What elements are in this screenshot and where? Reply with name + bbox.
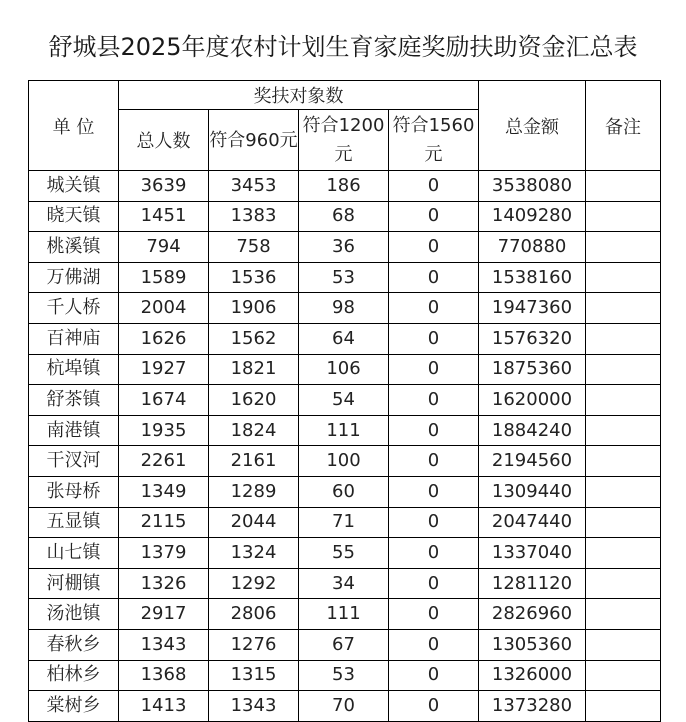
cell-c1200: 64 bbox=[299, 323, 389, 354]
header-c960: 符合960元 bbox=[209, 110, 299, 171]
cell-total-amount: 1309440 bbox=[479, 476, 586, 507]
cell-total-people: 1326 bbox=[119, 568, 209, 599]
cell-total-amount: 1409280 bbox=[479, 201, 586, 232]
cell-total-amount: 2194560 bbox=[479, 446, 586, 477]
table-row bbox=[29, 171, 661, 202]
cell-c960: 1620 bbox=[209, 385, 299, 416]
cell-c960: 3453 bbox=[209, 171, 299, 202]
cell-c960: 758 bbox=[209, 232, 299, 263]
cell-c1200: 54 bbox=[299, 385, 389, 416]
cell-total-people: 1343 bbox=[119, 629, 209, 660]
cell-unit: 棠树乡 bbox=[29, 691, 119, 722]
table-row bbox=[29, 691, 661, 722]
cell-total-amount: 2047440 bbox=[479, 507, 586, 538]
cell-c1200: 71 bbox=[299, 507, 389, 538]
table-row bbox=[29, 538, 661, 569]
table-row bbox=[29, 476, 661, 507]
cell-unit: 河棚镇 bbox=[29, 568, 119, 599]
table-row bbox=[29, 660, 661, 691]
cell-c1560: 0 bbox=[389, 538, 479, 569]
cell-c1200: 36 bbox=[299, 232, 389, 263]
header-c1200: 符合1200元 bbox=[299, 110, 389, 171]
cell-remark bbox=[586, 262, 661, 293]
cell-c960: 1343 bbox=[209, 691, 299, 722]
cell-unit: 张母桥 bbox=[29, 476, 119, 507]
cell-remark bbox=[586, 660, 661, 691]
table-row bbox=[29, 262, 661, 293]
table-row bbox=[29, 201, 661, 232]
cell-unit: 舒茶镇 bbox=[29, 385, 119, 416]
cell-total-amount: 770880 bbox=[479, 232, 586, 263]
cell-remark bbox=[586, 599, 661, 630]
cell-c1200: 98 bbox=[299, 293, 389, 324]
cell-c1560: 0 bbox=[389, 629, 479, 660]
cell-c960: 1289 bbox=[209, 476, 299, 507]
cell-total-amount: 1947360 bbox=[479, 293, 586, 324]
cell-total-amount: 1538160 bbox=[479, 262, 586, 293]
cell-unit: 城关镇 bbox=[29, 171, 119, 202]
cell-c1200: 186 bbox=[299, 171, 389, 202]
header-total-people: 总人数 bbox=[119, 110, 209, 171]
table-row bbox=[29, 507, 661, 538]
cell-remark bbox=[586, 171, 661, 202]
cell-total-people: 2917 bbox=[119, 599, 209, 630]
cell-unit: 南港镇 bbox=[29, 415, 119, 446]
cell-c960: 1315 bbox=[209, 660, 299, 691]
cell-total-amount: 1576320 bbox=[479, 323, 586, 354]
cell-total-amount: 1875360 bbox=[479, 354, 586, 385]
cell-total-amount: 3538080 bbox=[479, 171, 586, 202]
cell-total-people: 1368 bbox=[119, 660, 209, 691]
cell-total-amount: 1281120 bbox=[479, 568, 586, 599]
cell-c1200: 111 bbox=[299, 415, 389, 446]
cell-total-amount: 2826960 bbox=[479, 599, 586, 630]
cell-c1560: 0 bbox=[389, 507, 479, 538]
cell-c1200: 106 bbox=[299, 354, 389, 385]
subsidy-summary-table bbox=[28, 80, 661, 722]
cell-c1200: 67 bbox=[299, 629, 389, 660]
cell-c960: 1292 bbox=[209, 568, 299, 599]
cell-total-people: 2261 bbox=[119, 446, 209, 477]
header-total-amount: 总金额 bbox=[479, 81, 586, 171]
cell-c1560: 0 bbox=[389, 599, 479, 630]
cell-c960: 1824 bbox=[209, 415, 299, 446]
table-row bbox=[29, 629, 661, 660]
cell-remark bbox=[586, 538, 661, 569]
cell-c960: 1276 bbox=[209, 629, 299, 660]
cell-c1200: 34 bbox=[299, 568, 389, 599]
cell-c1560: 0 bbox=[389, 476, 479, 507]
header-row-1 bbox=[29, 81, 661, 110]
cell-c960: 1324 bbox=[209, 538, 299, 569]
cell-remark bbox=[586, 323, 661, 354]
cell-c1560: 0 bbox=[389, 354, 479, 385]
cell-remark bbox=[586, 629, 661, 660]
cell-remark bbox=[586, 476, 661, 507]
table-row bbox=[29, 232, 661, 263]
cell-c960: 2044 bbox=[209, 507, 299, 538]
cell-c960: 1536 bbox=[209, 262, 299, 293]
cell-remark bbox=[586, 201, 661, 232]
cell-total-amount: 1305360 bbox=[479, 629, 586, 660]
cell-total-people: 1413 bbox=[119, 691, 209, 722]
cell-c960: 1906 bbox=[209, 293, 299, 324]
cell-c1200: 70 bbox=[299, 691, 389, 722]
cell-unit: 百神庙 bbox=[29, 323, 119, 354]
table-row bbox=[29, 354, 661, 385]
cell-total-people: 3639 bbox=[119, 171, 209, 202]
header-c1560: 符合1560元 bbox=[389, 110, 479, 171]
cell-unit: 山七镇 bbox=[29, 538, 119, 569]
header-unit: 单 位 bbox=[29, 81, 119, 171]
cell-c960: 2161 bbox=[209, 446, 299, 477]
cell-c1560: 0 bbox=[389, 232, 479, 263]
table-row bbox=[29, 599, 661, 630]
cell-remark bbox=[586, 232, 661, 263]
cell-c960: 2806 bbox=[209, 599, 299, 630]
cell-c1560: 0 bbox=[389, 691, 479, 722]
cell-total-people: 1589 bbox=[119, 262, 209, 293]
cell-total-people: 1626 bbox=[119, 323, 209, 354]
cell-c1560: 0 bbox=[389, 293, 479, 324]
cell-unit: 晓天镇 bbox=[29, 201, 119, 232]
cell-unit: 柏林乡 bbox=[29, 660, 119, 691]
cell-c1560: 0 bbox=[389, 171, 479, 202]
cell-total-people: 1349 bbox=[119, 476, 209, 507]
cell-total-people: 2115 bbox=[119, 507, 209, 538]
cell-unit: 汤池镇 bbox=[29, 599, 119, 630]
cell-total-amount: 1326000 bbox=[479, 660, 586, 691]
cell-remark bbox=[586, 354, 661, 385]
cell-total-people: 794 bbox=[119, 232, 209, 263]
cell-remark bbox=[586, 415, 661, 446]
cell-c1560: 0 bbox=[389, 323, 479, 354]
cell-c960: 1562 bbox=[209, 323, 299, 354]
cell-c1200: 53 bbox=[299, 262, 389, 293]
cell-total-people: 1379 bbox=[119, 538, 209, 569]
cell-c1200: 53 bbox=[299, 660, 389, 691]
cell-total-amount: 1373280 bbox=[479, 691, 586, 722]
cell-unit: 五显镇 bbox=[29, 507, 119, 538]
cell-remark bbox=[586, 568, 661, 599]
cell-c1560: 0 bbox=[389, 201, 479, 232]
cell-unit: 桃溪镇 bbox=[29, 232, 119, 263]
table-row bbox=[29, 446, 661, 477]
cell-c1560: 0 bbox=[389, 660, 479, 691]
table-row bbox=[29, 415, 661, 446]
cell-c1560: 0 bbox=[389, 262, 479, 293]
cell-total-amount: 1337040 bbox=[479, 538, 586, 569]
cell-c1560: 0 bbox=[389, 568, 479, 599]
cell-remark bbox=[586, 507, 661, 538]
cell-total-people: 1451 bbox=[119, 201, 209, 232]
cell-remark bbox=[586, 293, 661, 324]
cell-c960: 1383 bbox=[209, 201, 299, 232]
cell-unit: 春秋乡 bbox=[29, 629, 119, 660]
cell-c1200: 111 bbox=[299, 599, 389, 630]
header-subsidy-group: 奖扶对象数 bbox=[119, 81, 479, 110]
table-row bbox=[29, 323, 661, 354]
cell-c960: 1821 bbox=[209, 354, 299, 385]
cell-unit: 干汊河 bbox=[29, 446, 119, 477]
header-remark: 备注 bbox=[586, 81, 661, 171]
page-title: 舒城县2025年度农村计划生育家庭奖励扶助资金汇总表 bbox=[48, 33, 638, 61]
cell-total-amount: 1884240 bbox=[479, 415, 586, 446]
cell-total-people: 1927 bbox=[119, 354, 209, 385]
cell-c1200: 60 bbox=[299, 476, 389, 507]
table-row bbox=[29, 293, 661, 324]
cell-c1560: 0 bbox=[389, 385, 479, 416]
table-row bbox=[29, 568, 661, 599]
cell-total-people: 1935 bbox=[119, 415, 209, 446]
cell-remark bbox=[586, 385, 661, 416]
cell-c1200: 100 bbox=[299, 446, 389, 477]
cell-total-people: 1674 bbox=[119, 385, 209, 416]
cell-total-people: 2004 bbox=[119, 293, 209, 324]
cell-c1560: 0 bbox=[389, 446, 479, 477]
cell-total-amount: 1620000 bbox=[479, 385, 586, 416]
table-row bbox=[29, 385, 661, 416]
cell-unit: 千人桥 bbox=[29, 293, 119, 324]
cell-c1200: 68 bbox=[299, 201, 389, 232]
cell-c1560: 0 bbox=[389, 415, 479, 446]
cell-remark bbox=[586, 691, 661, 722]
cell-c1200: 55 bbox=[299, 538, 389, 569]
cell-unit: 万佛湖 bbox=[29, 262, 119, 293]
cell-remark bbox=[586, 446, 661, 477]
cell-unit: 杭埠镇 bbox=[29, 354, 119, 385]
